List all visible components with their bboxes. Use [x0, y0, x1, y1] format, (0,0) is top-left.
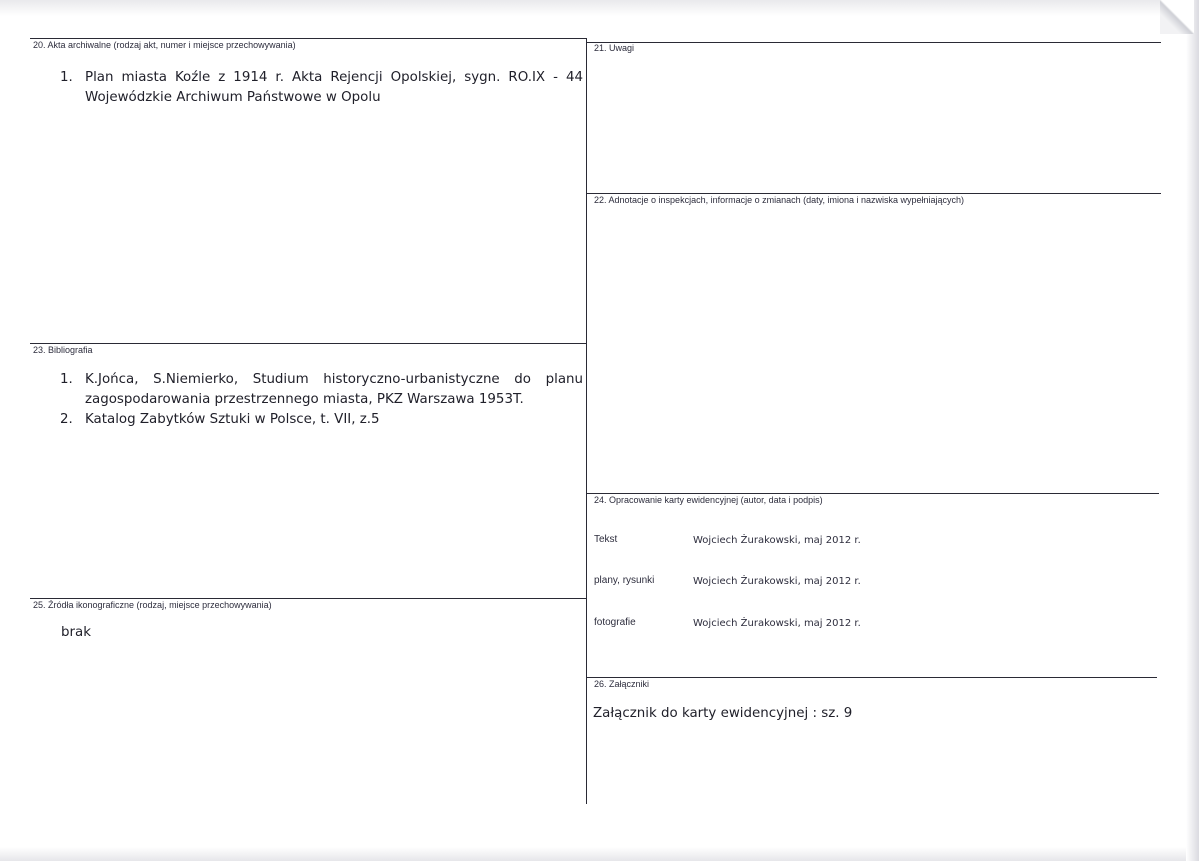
list-item-number: 2.	[60, 412, 73, 427]
list-item	[60, 370, 583, 410]
page-edge-top	[0, 0, 1199, 16]
rule-center-vertical	[586, 38, 587, 804]
section-23-label: 23. Bibliografia	[33, 345, 93, 355]
section-20-content	[60, 68, 583, 108]
page-edge-right	[1186, 0, 1199, 861]
author-row-value-plans: Wojciech Żurakowski, maj 2012 r.	[693, 576, 861, 587]
iconographic-sources-value: brak	[61, 625, 91, 640]
list-item	[60, 410, 583, 430]
rule-25-top	[30, 598, 586, 599]
section-21-label: 21. Uwagi	[594, 43, 635, 53]
archival-records-list	[60, 68, 583, 108]
section-20-label: 20. Akta archiwalne (rodzaj akt, numer i miejsce przechowywania)	[33, 40, 296, 50]
rule-20-top	[30, 38, 586, 39]
list-item-number: 1.	[60, 70, 73, 85]
rule-22-top	[586, 193, 1161, 194]
rule-21-top	[586, 42, 1161, 43]
section-26-label: 26. Załączniki	[594, 679, 650, 689]
rule-26-top	[586, 677, 1157, 678]
author-row-key-text: Tekst	[594, 534, 618, 545]
author-row-value-text: Wojciech Żurakowski, maj 2012 r.	[693, 535, 861, 546]
list-item-number: 1.	[60, 372, 73, 387]
rule-23-top	[30, 343, 586, 344]
list-item-text: Plan miasta Koźle z 1914 r. Akta Rejencji Opolskiej, sygn. RO.IX - 44 Wojewódzkie Archiwum Państwowe w Opolu	[85, 70, 583, 105]
list-item-text: Katalog Zabytków Sztuki w Polsce, t. VII, z.5	[85, 412, 380, 427]
section-23-content	[60, 370, 583, 430]
page-corner-fold	[1160, 0, 1194, 34]
section-22-label: 22. Adnotacje o inspekcjach, informacje o zmianach (daty, imiona i nazwiska wypełniających)	[594, 195, 965, 205]
author-row-key-plans: plany, rysunki	[594, 575, 655, 586]
rule-24-top	[586, 493, 1159, 494]
page-edge-bottom	[0, 847, 1199, 861]
section-24-label: 24. Opracowanie karty ewidencyjnej (autor, data i podpis)	[594, 495, 823, 505]
list-item-text: K.Jońca, S.Niemierko, Studium historyczno-urbanistyczne do planu zagospodarowania przestrzennego miasta, PKZ Warszawa 1953T.	[85, 372, 583, 407]
list-item	[60, 68, 583, 108]
attachments-value: Załącznik do karty ewidencyjnej : sz. 9	[593, 706, 853, 721]
author-row-key-photos: fotografie	[594, 617, 636, 628]
author-row-value-photos: Wojciech Żurakowski, maj 2012 r.	[693, 618, 861, 629]
bibliography-list	[60, 370, 583, 430]
section-25-label: 25. Źródła ikonograficzne (rodzaj, miejsce przechowywania)	[33, 600, 272, 610]
